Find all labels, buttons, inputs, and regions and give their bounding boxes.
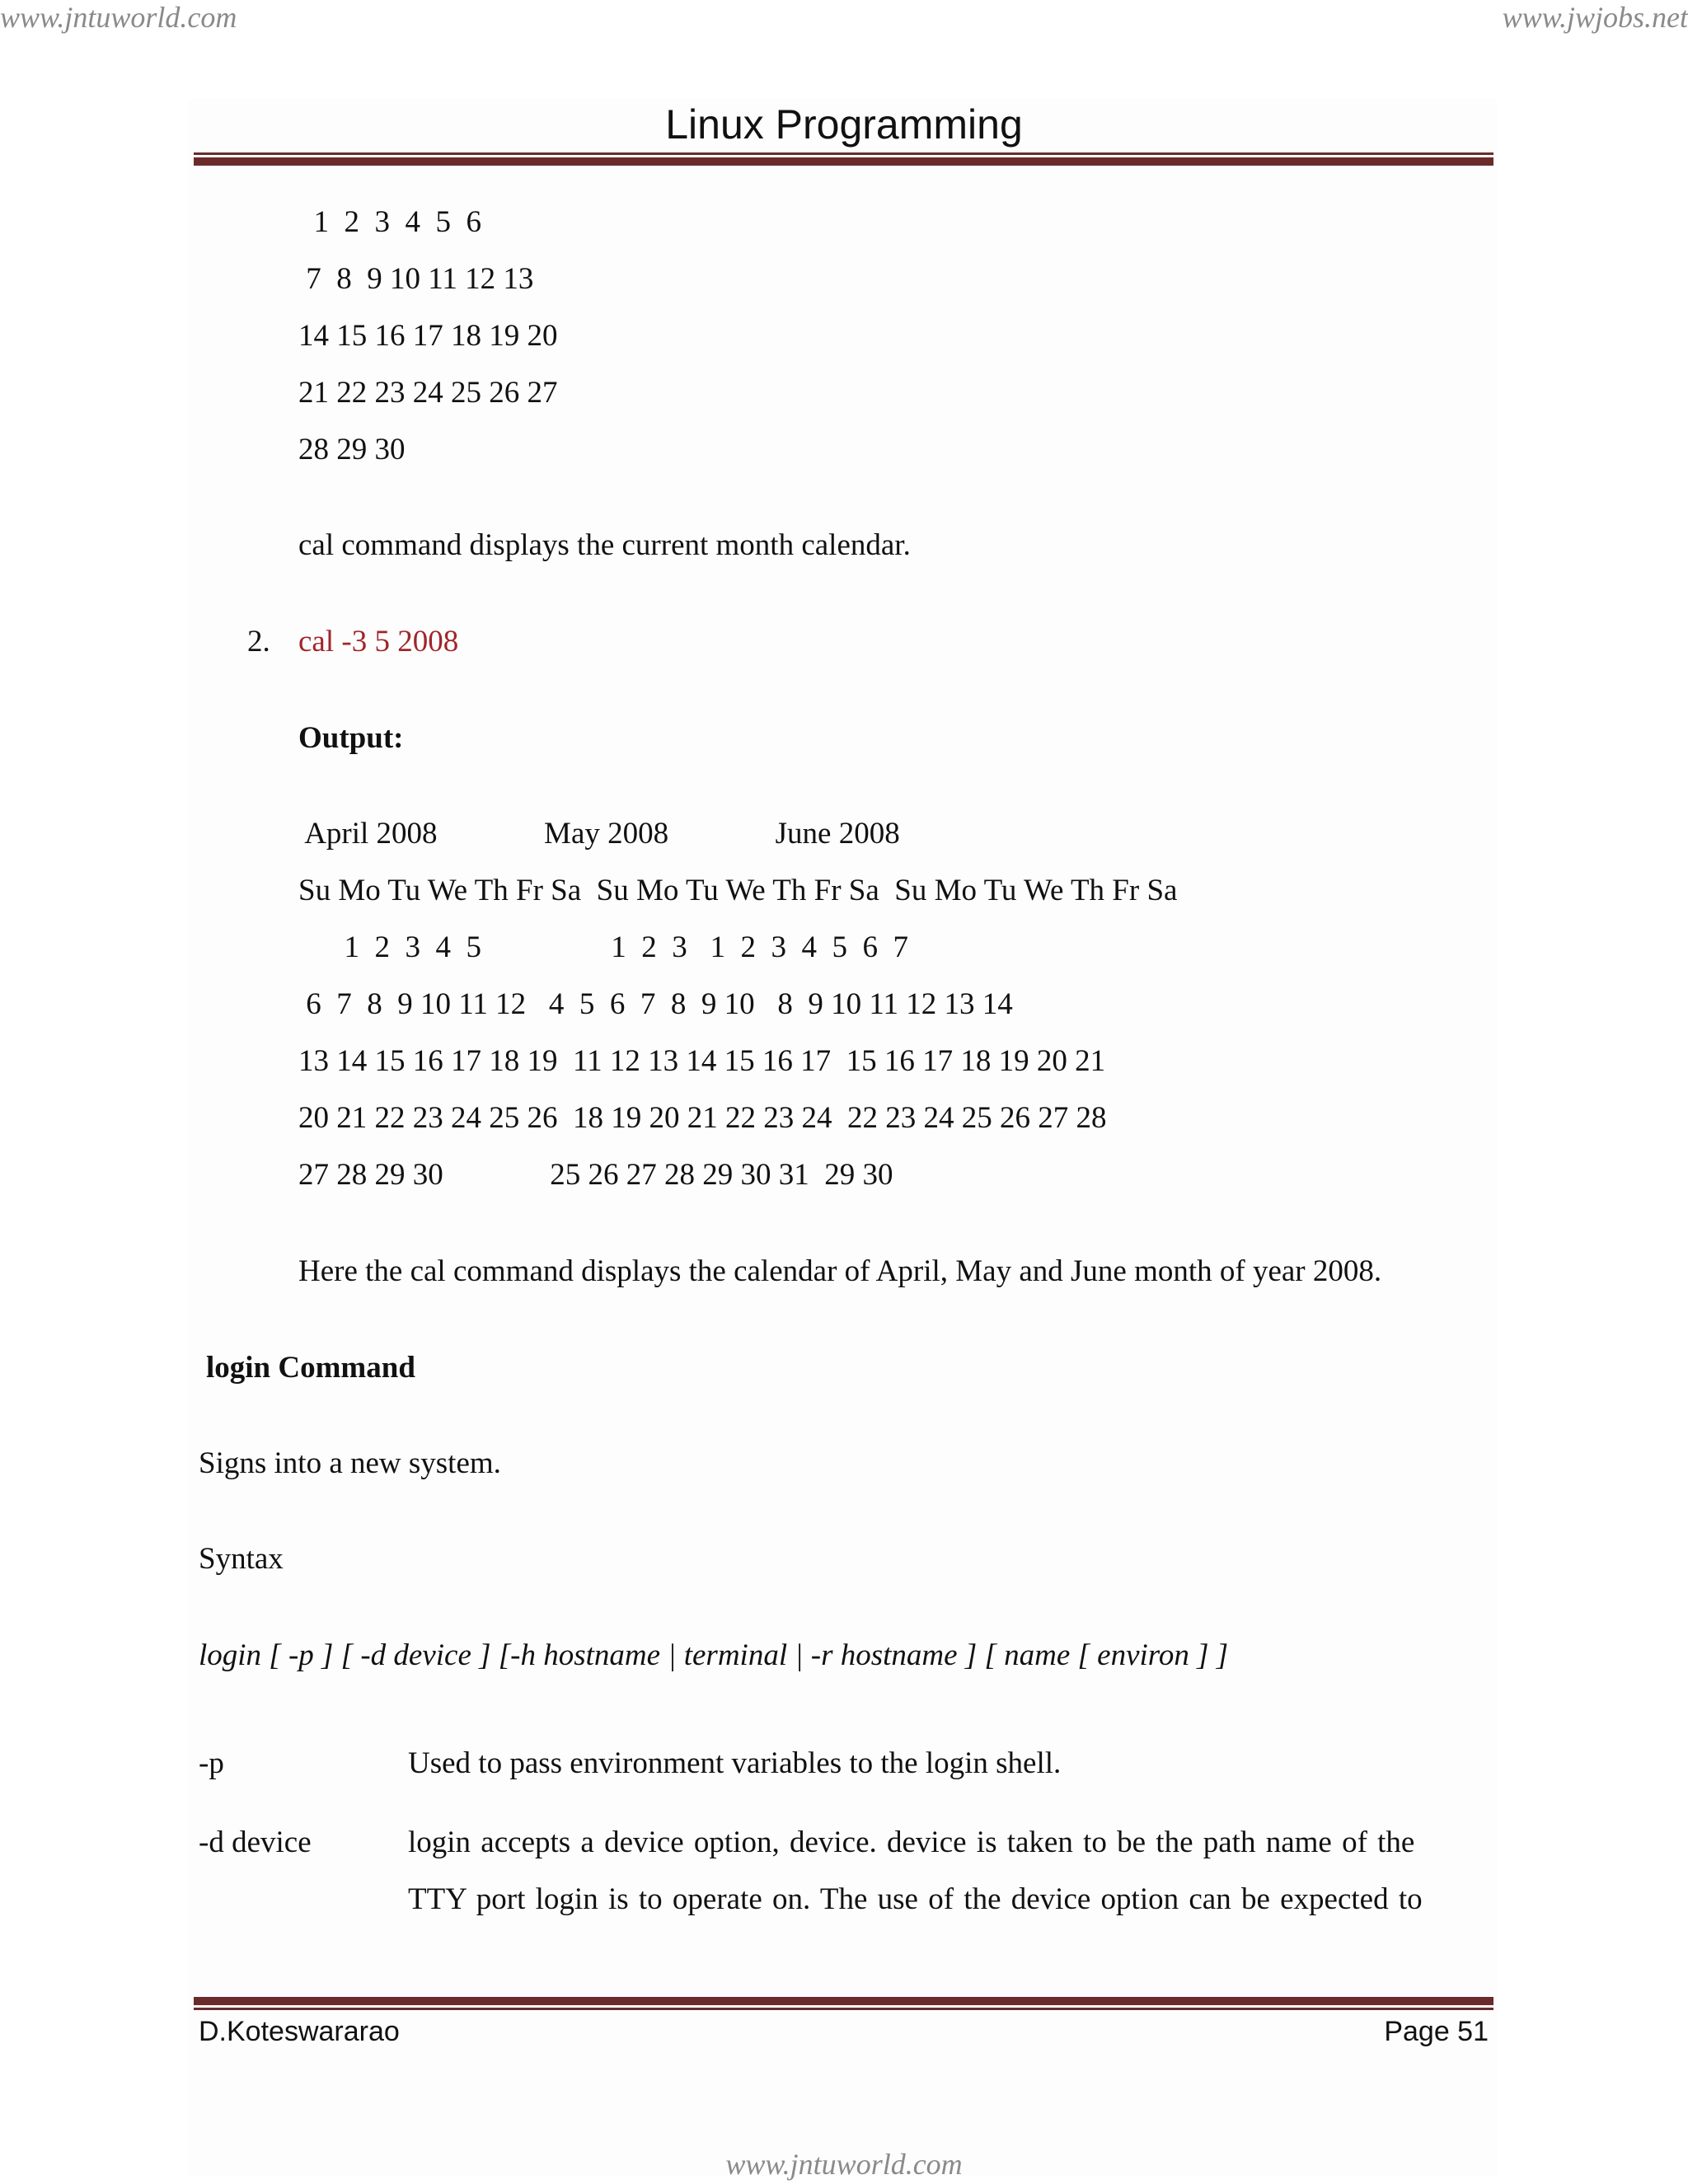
watermark-top-right[interactable]: www.jwjobs.net xyxy=(1502,1,1688,34)
page-header-title: Linux Programming xyxy=(665,101,1023,148)
header-rule-thin xyxy=(194,152,1493,155)
login-description: Signs into a new system. xyxy=(199,1446,501,1480)
option-description: Used to pass environment variables to the login shell. xyxy=(408,1746,1062,1780)
header-rule-thick xyxy=(194,157,1493,166)
watermark-bottom[interactable]: www.jntuworld.com xyxy=(725,2148,963,2181)
option-flag: -d device xyxy=(199,1825,312,1859)
calendar-output-line: 6 7 8 9 10 11 12 4 5 6 7 8 9 10 8 9 10 11 12 13 14 xyxy=(298,987,1013,1021)
calendar-tail-line: 1 2 3 4 5 6 xyxy=(298,205,481,239)
calendar-output-line: Su Mo Tu We Th Fr Sa Su Mo Tu We Th Fr Sa Su Mo Tu We Th Fr Sa xyxy=(298,874,1178,907)
syntax-line: login [ -p ] [ -d device ] [-h hostname | terminal | -r hostname ] [ name [ environ ] ] xyxy=(199,1638,1229,1672)
calendar-output-line: 1 2 3 4 5 1 2 3 1 2 3 4 5 6 7 xyxy=(298,930,908,964)
item2-description: Here the cal command displays the calendar of April, May and June month of year 2008. xyxy=(298,1254,1382,1288)
page-background xyxy=(188,99,1497,2176)
footer-rule-thin xyxy=(194,2008,1493,2010)
calendar-tail-line: 21 22 23 24 25 26 27 xyxy=(298,376,558,410)
footer-page-number: Page 51 xyxy=(1384,2016,1489,2047)
option-flag: -p xyxy=(199,1746,224,1780)
watermark-top-left[interactable]: www.jntuworld.com xyxy=(0,1,237,34)
option-description-line: login accepts a device option, device. device is taken to be the path name of the xyxy=(408,1825,1415,1859)
output-label: Output: xyxy=(298,721,404,755)
option-description-line: TTY port login is to operate on. The use of the device option can be expected to xyxy=(408,1882,1423,1916)
footer-rule-thick xyxy=(194,1997,1493,2005)
calendar-output-line: April 2008 May 2008 June 2008 xyxy=(298,817,900,851)
cal-description: cal command displays the current month calendar. xyxy=(298,528,911,562)
calendar-tail-line: 28 29 30 xyxy=(298,433,406,466)
calendar-output-line: 27 28 29 30 25 26 27 28 29 30 31 29 30 xyxy=(298,1158,893,1192)
section-heading: login Command xyxy=(206,1351,415,1385)
calendar-output-line: 13 14 15 16 17 18 19 11 12 13 14 15 16 17 15 16 17 18 19 20 21 xyxy=(298,1044,1106,1078)
syntax-label: Syntax xyxy=(199,1542,284,1576)
calendar-tail-line: 7 8 9 10 11 12 13 xyxy=(298,262,534,296)
command-text: cal -3 5 2008 xyxy=(298,625,459,658)
footer-author: D.Koteswararao xyxy=(199,2016,400,2047)
calendar-output-line: 20 21 22 23 24 25 26 18 19 20 21 22 23 24 22 23 24 25 26 27 28 xyxy=(298,1101,1107,1135)
list-number: 2. xyxy=(247,625,270,658)
calendar-tail-line: 14 15 16 17 18 19 20 xyxy=(298,319,558,353)
